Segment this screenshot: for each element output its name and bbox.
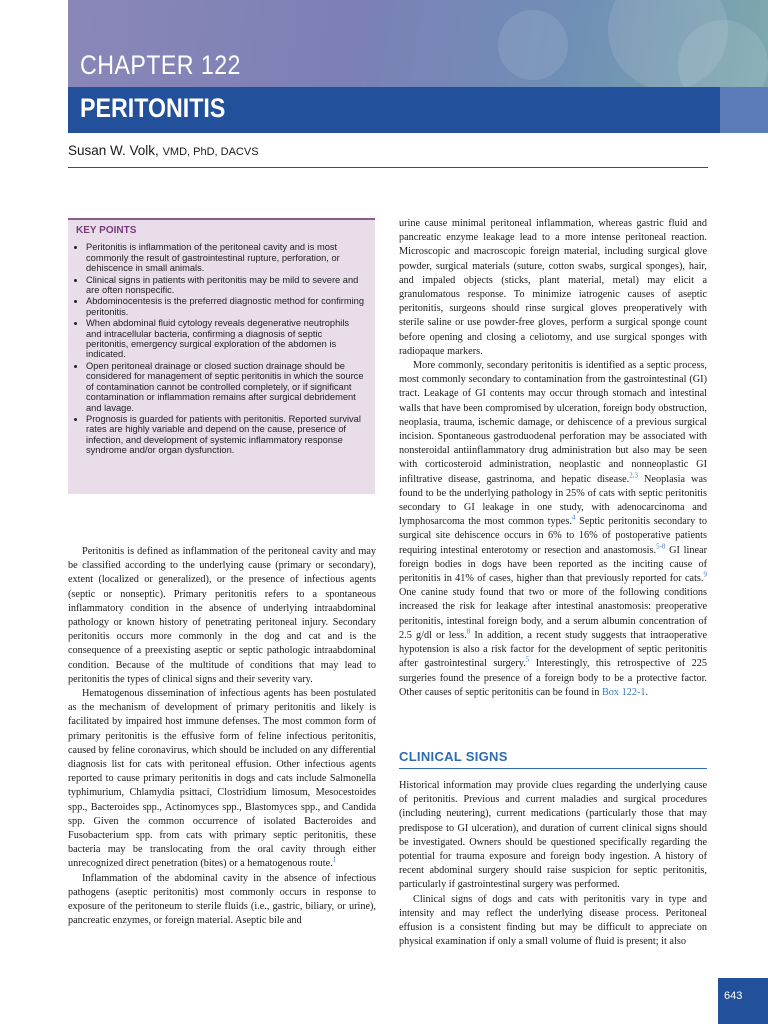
reference-link[interactable]: 2,3 bbox=[629, 471, 638, 480]
page-number: 643 bbox=[724, 990, 743, 1002]
chapter-title: PERITONITIS bbox=[80, 93, 226, 123]
key-points-box bbox=[68, 218, 375, 494]
key-point: • Open peritoneal drainage or closed suction drainage should be considered for management of septic peritonitis in which the source of contamination cannot be controlled completely, or if significant contamination or inflammation remains after surgical debridement and lavage. bbox=[86, 361, 367, 413]
reference-link[interactable]: 1 bbox=[332, 856, 337, 865]
header-rule bbox=[68, 167, 708, 168]
right-column bbox=[399, 217, 707, 700]
paragraph: Hematogenous dissemination of infectious agents has been postulated as the mechanism of development of primary peritonitis and likely is facilitated by impaired host immune defenses. The most common form of primary peritonitis is the effusive form of feline infectious peritonitis, caused by feline coronavirus, which should be included on any differential diagnosis list for cats with peritoneal effusion. Other infectious agents reported to cause primary peritonitis in dogs and cats include Salmonella typhimurium, Chlamydia psittaci, Clostridium limosum, Mesocestoides spp., Bacteroides spp., Actinomyces spp., Blastomyces spp., and Candida spp. Given the common occurrence of isolated Bacteroides and Fusobacterium spp. from cats with primary septic peritonitis, these bacteria may be translocating from the oral cavity through either unrecognized direct penetration (bites) or a hematogenous route.$^1$ bbox=[68, 688, 376, 870]
reference-link[interactable]: 4 bbox=[571, 513, 576, 522]
key-points-list bbox=[76, 242, 367, 455]
chapter-number: CHAPTER 122 bbox=[80, 50, 241, 80]
section-rule bbox=[399, 768, 707, 769]
clinical-signs-text bbox=[399, 779, 707, 949]
paragraph: urine cause minimal peritoneal inflammation, whereas gastric fluid and pancreatic enzyme leakage lead to a more intense peritoneal reaction. Microscopic and macroscopic foreign material, including surgical glove powder, surgical materials (suture, cotton swabs, surgical sponges), hair, and impaled objects (sticks, plant material, metal) may elicit a granulomatous response. To minimize iatrogenic causes of aseptic peritonitis, surgeons should rinse surgical gloves preoperatively with sterile saline or use powder-free gloves, perform a surgical sponge count before opening and closing a celiotomy, and use surgical sponges with radiopaque markers. bbox=[399, 218, 707, 357]
reference-link[interactable]: 8 bbox=[466, 627, 471, 636]
reference-link[interactable]: 5-8 bbox=[656, 542, 666, 551]
key-points-heading: KEY POINTS bbox=[76, 225, 137, 236]
left-column bbox=[68, 545, 376, 928]
key-point: • Prognosis is guarded for patients with peritonitis. Reported survival rates are highly variable and depend on the cause, presence of infection, and development of systemic inflammatory response syndrome and/or organ dysfunction. bbox=[86, 414, 367, 456]
paragraph: More commonly, secondary peritonitis is identified as a septic process, most commonly secondary to contamination from the gastrointestinal (GI) tract. Leakage of GI contents may occur through stomach and intestinal walls that have been compromised by ulceration, foreign body obstruction, neoplasia, trauma, ischemic damage, or dehiscence of a previous surgical incision. Spontaneous gastroduodenal perforation may be associated with nonsteroidal antiinflammatory drug administration but also may be seen with corticosteroid administration, neoplastic and nonneoplastic GI infiltrative disease, gastrinoma, and hepatic disease.$^{2,3}$ Neoplasia was found to be the underlying pathology in 25% of cats with septic peritonitis secondary to GI leakage in one study, with adenocarcinoma and lymphosarcoma the most common types.$^4$ Septic peritonitis secondary to surgical site dehiscence occurs in 6% to 16% of postoperative patients requiring intestinal enterotomy or resection and anastomosis.$^{5-8}$ GI linear foreign bodies in dogs have been reported as the inciting cause of peritonitis in 41% of cases, higher than that previously reported for cats.$^9$ One canine study found that two or more of the following conditions increased the risk for leakage after intestinal anastomosis: preoperative peritonitis, intestinal foreign body, and a serum albumin concentration of 2.5 g/dl or less.$^8$ In addition, a recent study suggests that intraoperative hypotension is also a risk factor for the development of septic peritonitis after gastrointestinal surgery.$^5$ Interestingly, this retrospective of 225 surgeries found the presence of a foreign body to be a protective factor. Other causes of septic peritonitis can be found in Box 122-1. bbox=[399, 360, 708, 698]
key-point: • Peritonitis is inflammation of the peritoneal cavity and is most commonly the result of gastrointestinal rupture, perforation, or dehiscence in small animals. bbox=[86, 242, 367, 273]
paragraph: Historical information may provide clues regarding the underlying cause of peritonitis. Previous and current maladies and surgical procedures (including neutering), current medications (particularly those that may predispose to GI ulceration), and duration of current clinical signs should be investigated. Owners should be questioned specifically regarding the potential for trauma exposure and foreign body ingestion. A history of recent abdominal surgery should raise suspicion for septic peritonitis, particularly if gastrointestinal surgery was performed. bbox=[399, 780, 707, 891]
reference-link[interactable]: 5 bbox=[525, 655, 530, 664]
paragraph: Clinical signs of dogs and cats with peritonitis vary in type and intensity and may reflect the underlying disease process. Peritoneal effusion is a consistent finding but may be difficult to appreciate on physical examination if only a small volume of fluid is present; it also bbox=[399, 893, 707, 948]
reference-link[interactable]: 9 bbox=[703, 570, 707, 579]
section-heading: CLINICAL SIGNS bbox=[399, 749, 508, 764]
author-credentials: VMD, PhD, DACVS bbox=[162, 146, 259, 158]
author-line bbox=[68, 143, 259, 158]
box-link[interactable]: Box 122-1 bbox=[601, 686, 646, 698]
paragraph: Inflammation of the abdominal cavity in the absence of infectious pathogens (aseptic peritonitis) most commonly occurs in response to exposure of the peritoneum to sterile fluids (i.e., gastric, biliary, or urine), pancreatic enzymes, or foreign material. Aseptic bile and bbox=[68, 872, 376, 927]
key-point: • Clinical signs in patients with peritonitis may be mild to severe and are often nonspecific. bbox=[86, 275, 367, 296]
author-name: Susan W. Volk, bbox=[68, 143, 159, 158]
paragraph: Peritonitis is defined as inflammation of the peritoneal cavity and may be classified according to the underlying cause (primary or secondary), extent (localized or generalized), or the presence of infectious agents (septic or nonseptic). Primary peritonitis refers to a spontaneous inflammatory condition in the absence of underlying intraabdominal pathology or known history of penetrating peritoneal injury. Secondary peritonitis occurs more commonly in the dog and cat and is the consequence of a preexisting aseptic or septic pathologic intraabdominal condition. Because of the multitude of conditions that may lead to peritonitis the types of clinical signs and their severity vary. bbox=[68, 546, 376, 685]
key-point: • Abdominocentesis is the preferred diagnostic method for confirming peritonitis. bbox=[86, 296, 367, 317]
key-point: • When abdominal fluid cytology reveals degenerative neutrophils and intracellular bacteria, confirming a diagnosis of septic peritonitis, emergency surgical exploration of the abdomen is indicated. bbox=[86, 318, 367, 360]
